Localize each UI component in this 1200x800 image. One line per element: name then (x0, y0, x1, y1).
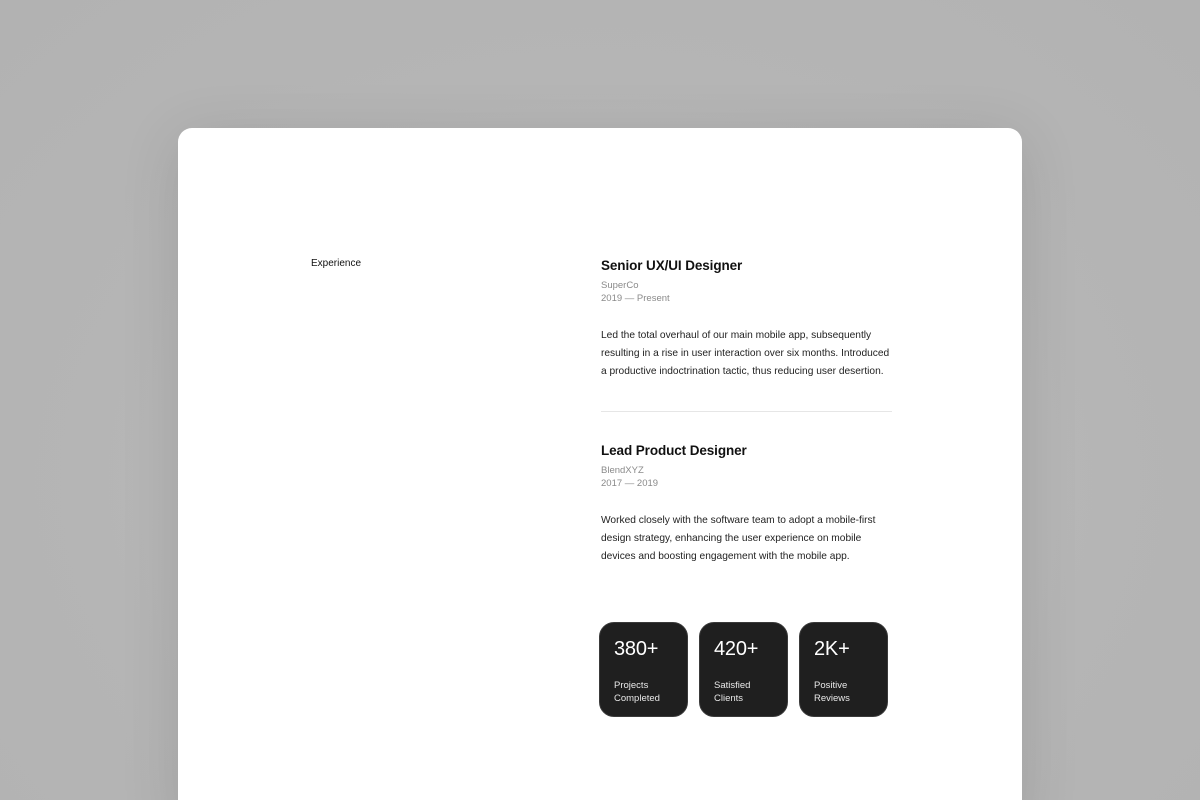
stat-value: 380+ (614, 638, 659, 660)
stat-value: 2K+ (814, 638, 850, 660)
stat-label: Satisfied Clients (714, 680, 751, 704)
stat-value: 420+ (714, 638, 759, 660)
stat-tile-reviews (799, 622, 888, 717)
stats-row (599, 622, 888, 717)
stat-tile-projects (599, 622, 688, 717)
portfolio-card (178, 128, 1022, 800)
job-description: Worked closely with the software team to adopt a mobile-first design strategy, enhancing the user experience on mobile devices and boosting engagement with the mobile app. (601, 515, 876, 562)
stat-tile-clients (699, 622, 788, 717)
stat-label: Projects Completed (614, 680, 660, 704)
divider (601, 411, 892, 412)
section-label-experience: Experience (311, 258, 362, 269)
job-company: BlendXYZ (601, 465, 644, 476)
job-entry (601, 258, 893, 381)
job-company: SuperCo (601, 280, 639, 291)
job-entry (601, 443, 893, 566)
job-title: Senior UX/UI Designer (601, 258, 743, 273)
experience-list (601, 258, 893, 566)
job-title: Lead Product Designer (601, 443, 747, 458)
job-dates: 2017 — 2019 (601, 478, 659, 489)
stat-label: Positive Reviews (814, 680, 850, 704)
job-description: Led the total overhaul of our main mobile app, subsequently resulting in a rise in user interaction over six months. Introduced a productive indoctrination tactic, thus reducing user desertion. (601, 330, 890, 377)
job-dates: 2019 — Present (601, 293, 670, 304)
